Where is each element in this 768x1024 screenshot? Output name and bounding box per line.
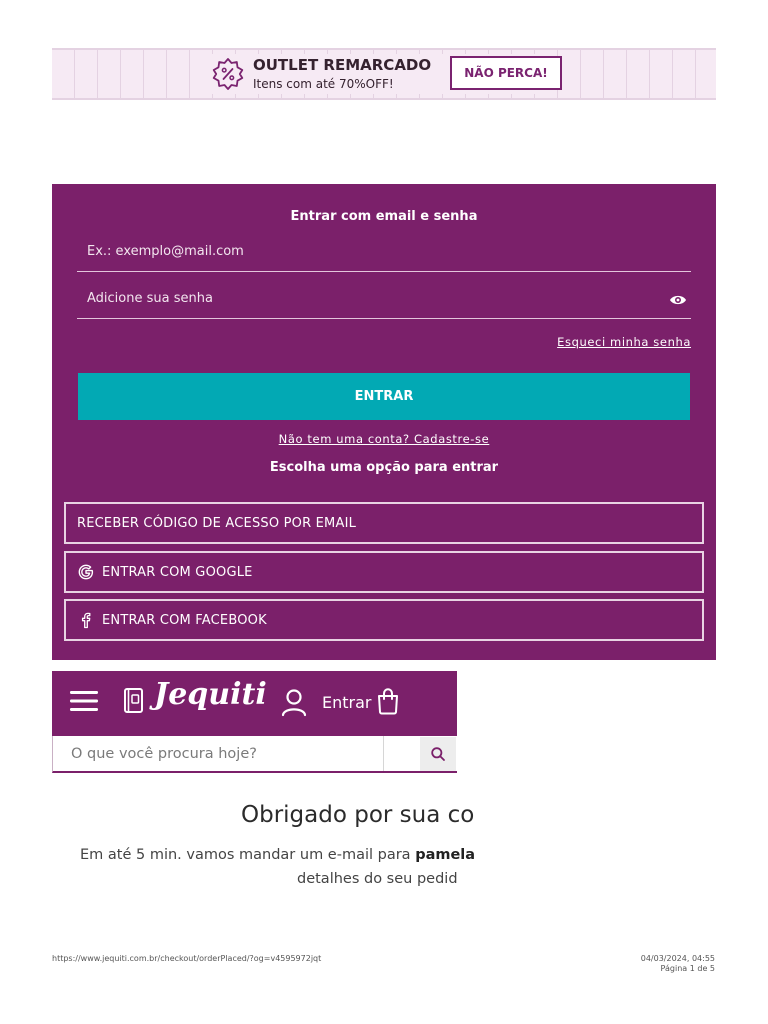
email-code-button[interactable] bbox=[64, 502, 704, 544]
facebook-icon bbox=[77, 611, 95, 629]
promo-subtitle: Itens com até 70%OFF! bbox=[253, 77, 394, 91]
jequiti-logo[interactable]: Jequiti bbox=[154, 677, 267, 712]
percent-badge-icon bbox=[211, 57, 245, 91]
thanks-message-continued: detalhes do seu pedid bbox=[297, 871, 458, 887]
facebook-login-button[interactable] bbox=[64, 599, 704, 641]
email-field bbox=[77, 232, 691, 272]
thanks-title: Obrigado por sua co bbox=[241, 802, 475, 828]
email-input[interactable] bbox=[87, 240, 647, 262]
password-field bbox=[77, 279, 691, 319]
print-datetime: 04/03/2024, 04:55 bbox=[640, 954, 715, 963]
forgot-password-link[interactable]: Esqueci minha senha bbox=[557, 335, 691, 349]
menu-icon[interactable] bbox=[70, 690, 98, 712]
password-input[interactable] bbox=[87, 287, 647, 309]
login-submit-button[interactable]: ENTRAR bbox=[78, 373, 690, 420]
outlet-banner-content bbox=[211, 54, 557, 94]
site-header bbox=[52, 671, 457, 736]
search-icon bbox=[430, 746, 446, 762]
promo-title: OUTLET REMARCADO bbox=[253, 56, 432, 74]
order-confirmation bbox=[0, 790, 476, 910]
user-icon[interactable] bbox=[281, 688, 307, 716]
header-login-link[interactable]: Entrar bbox=[322, 693, 372, 712]
google-icon bbox=[77, 563, 95, 581]
thanks-message bbox=[80, 847, 475, 863]
facebook-login-label: ENTRAR COM FACEBOOK bbox=[102, 612, 267, 628]
signup-link[interactable]: Não tem uma conta? Cadastre-se bbox=[278, 432, 490, 446]
login-panel bbox=[52, 184, 716, 660]
search-button[interactable] bbox=[420, 737, 456, 771]
thanks-message-text: Em até 5 min. vamos mandar um e-mail para bbox=[80, 847, 411, 863]
login-title: Entrar com email e senha bbox=[290, 209, 478, 224]
google-login-button[interactable] bbox=[64, 551, 704, 593]
email-code-label: RECEBER CÓDIGO DE ACESSO POR EMAIL bbox=[77, 515, 357, 531]
login-options-heading: Escolha uma opção para entrar bbox=[269, 460, 499, 475]
print-page-number: Página 1 de 5 bbox=[660, 964, 715, 973]
customer-name: pamela bbox=[415, 847, 476, 863]
eye-icon[interactable] bbox=[669, 293, 687, 307]
outlet-banner bbox=[52, 48, 716, 100]
catalog-icon[interactable] bbox=[123, 687, 145, 715]
google-login-label: ENTRAR COM GOOGLE bbox=[102, 564, 253, 580]
search-bar bbox=[52, 736, 457, 773]
print-url: https://www.jequiti.com.br/checkout/orderPlaced/?og=v4595972jqt bbox=[52, 954, 322, 963]
promo-button[interactable]: NÃO PERCA! bbox=[450, 56, 562, 90]
search-input[interactable] bbox=[53, 736, 384, 771]
shopping-bag-icon[interactable] bbox=[376, 687, 400, 715]
